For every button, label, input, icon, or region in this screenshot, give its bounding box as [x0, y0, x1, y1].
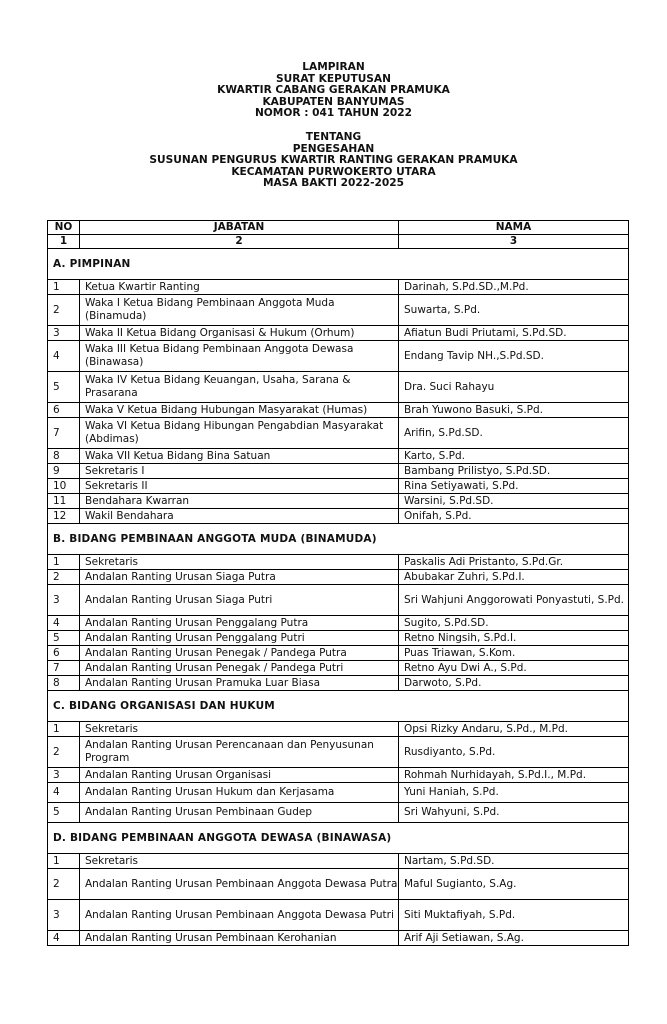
cell-jabatan: Sekretaris — [80, 854, 399, 869]
cell-jabatan: Bendahara Kwarran — [80, 494, 399, 509]
cell-nama: Opsi Rizky Andaru, S.Pd., M.Pd. — [399, 722, 629, 737]
cell-no: 2 — [48, 869, 80, 900]
cell-nama: Nartam, S.Pd.SD. — [399, 854, 629, 869]
cell-no: 8 — [48, 449, 80, 464]
cell-no: 4 — [48, 341, 80, 372]
cell-nama: Darinah, S.Pd.SD.,M.Pd. — [399, 280, 629, 295]
cell-no: 8 — [48, 676, 80, 691]
cell-jabatan: Waka II Ketua Bidang Organisasi & Hukum (Orhum) — [80, 326, 399, 341]
cell-jabatan: Andalan Ranting Urusan Pramuka Luar Biasa — [80, 676, 399, 691]
cell-jabatan: Andalan Ranting Urusan Siaga Putri — [80, 585, 399, 616]
column-number-row — [48, 235, 629, 249]
cell-nama: Brah Yuwono Basuki, S.Pd. — [399, 403, 629, 418]
header-line-tentang: TENTANG — [305, 130, 362, 143]
cell-no: 3 — [48, 768, 80, 783]
cell-jabatan: Waka VI Ketua Bidang Hibungan Pengabdian Masyarakat (Abdimas) — [80, 418, 399, 449]
header-line-kwartir-cabang: KWARTIR CABANG GERAKAN PRAMUKA — [217, 84, 450, 97]
cell-no: 2 — [48, 570, 80, 585]
cell-nama: Siti Muktafiyah, S.Pd. — [399, 900, 629, 931]
cell-no: 7 — [48, 418, 80, 449]
cell-no: 1 — [48, 280, 80, 295]
section-row — [48, 524, 629, 555]
cell-jabatan: Andalan Ranting Urusan Organisasi — [80, 768, 399, 783]
cell-nama: Puas Triawan, S.Kom. — [399, 646, 629, 661]
cell-no: 5 — [48, 372, 80, 403]
cell-jabatan: Waka III Ketua Bidang Pembinaan Anggota Dewasa (Binawasa) — [80, 341, 399, 372]
cell-jabatan: Andalan Ranting Urusan Pembinaan Anggota Dewasa Putra — [80, 869, 399, 900]
cell-nama: Bambang Prilistyo, S.Pd.SD. — [399, 464, 629, 479]
cell-jabatan: Andalan Ranting Urusan Penggalang Putra — [80, 616, 399, 631]
column-header-no: NO — [48, 221, 80, 235]
cell-nama: Sri Wahyuni, S.Pd. — [399, 803, 629, 823]
cell-no: 3 — [48, 585, 80, 616]
cell-jabatan: Sekretaris I — [80, 464, 399, 479]
cell-jabatan: Andalan Ranting Urusan Perencanaan dan Penyusunan Program — [80, 737, 399, 768]
cell-nama: Warsini, S.Pd.SD. — [399, 494, 629, 509]
cell-no: 4 — [48, 783, 80, 803]
cell-jabatan: Andalan Ranting Urusan Pembinaan Kerohanian — [80, 931, 399, 946]
table-row — [48, 783, 629, 803]
section-title-text: D. BIDANG PEMBINAAN ANGGOTA DEWASA (BINAWASA) — [53, 831, 392, 844]
document-header — [0, 62, 667, 190]
section-title — [48, 249, 629, 280]
cell-no: 3 — [48, 326, 80, 341]
table-row — [48, 509, 629, 524]
cell-jabatan: Andalan Ranting Urusan Pembinaan Gudep — [80, 803, 399, 823]
header-line-pengesahan: PENGESAHAN — [292, 142, 375, 155]
cell-no: 4 — [48, 931, 80, 946]
cell-no: 2 — [48, 295, 80, 326]
cell-nama: Arif Aji Setiawan, S.Ag. — [399, 931, 629, 946]
cell-jabatan: Waka I Ketua Bidang Pembinaan Anggota Muda (Binamuda) — [80, 295, 399, 326]
cell-no: 5 — [48, 631, 80, 646]
table-row — [48, 570, 629, 585]
header-row — [48, 221, 629, 235]
table-row — [48, 403, 629, 418]
section-row — [48, 691, 629, 722]
cell-no: 10 — [48, 479, 80, 494]
cell-jabatan: Andalan Ranting Urusan Penggalang Putri — [80, 631, 399, 646]
cell-nama: Maful Sugianto, S.Ag. — [399, 869, 629, 900]
table-row — [48, 768, 629, 783]
cell-jabatan: Andalan Ranting Urusan Penegak / Pandega Putra — [80, 646, 399, 661]
cell-nama: Endang Tavip NH.,S.Pd.SD. — [399, 341, 629, 372]
table-row — [48, 585, 629, 616]
header-line-surat-keputusan: SURAT KEPUTUSAN — [275, 72, 391, 85]
header-line-kecamatan: KECAMATAN PURWOKERTO UTARA — [231, 165, 436, 178]
cell-no: 1 — [48, 854, 80, 869]
cell-nama: Onifah, S.Pd. — [399, 509, 629, 524]
column-number-3: 3 — [399, 235, 629, 249]
cell-nama: Darwoto, S.Pd. — [399, 676, 629, 691]
cell-nama: Sugito, S.Pd.SD. — [399, 616, 629, 631]
column-header-jabatan: JABATAN — [80, 221, 399, 235]
table-head — [48, 221, 629, 249]
cell-jabatan: Andalan Ranting Urusan Pembinaan Anggota Dewasa Putri — [80, 900, 399, 931]
cell-jabatan: Sekretaris II — [80, 479, 399, 494]
cell-jabatan: Andalan Ranting Urusan Hukum dan Kerjasama — [80, 783, 399, 803]
cell-jabatan: Wakil Bendahara — [80, 509, 399, 524]
cell-no: 6 — [48, 646, 80, 661]
table-row — [48, 280, 629, 295]
cell-jabatan: Ketua Kwartir Ranting — [80, 280, 399, 295]
table-row — [48, 900, 629, 931]
cell-no: 7 — [48, 661, 80, 676]
cell-nama: Yuni Haniah, S.Pd. — [399, 783, 629, 803]
table-row — [48, 464, 629, 479]
table-row — [48, 341, 629, 372]
section-title-text: A. PIMPINAN — [53, 257, 131, 270]
section-title-text: C. BIDANG ORGANISASI DAN HUKUM — [53, 699, 275, 712]
cell-jabatan: Waka IV Ketua Bidang Keuangan, Usaha, Sarana & Prasarana — [80, 372, 399, 403]
cell-nama: Rina Setiyawati, S.Pd. — [399, 479, 629, 494]
table-row — [48, 631, 629, 646]
pengurus-table — [47, 220, 629, 946]
cell-nama: Afiatun Budi Priutami, S.Pd.SD. — [399, 326, 629, 341]
table-row — [48, 616, 629, 631]
table-row — [48, 676, 629, 691]
cell-nama: Suwarta, S.Pd. — [399, 295, 629, 326]
table-row — [48, 661, 629, 676]
table-row — [48, 931, 629, 946]
cell-nama: Sri Wahjuni Anggorowati Ponyastuti, S.Pd. — [399, 585, 629, 616]
cell-no: 1 — [48, 555, 80, 570]
cell-nama: Retno Ningsih, S.Pd.I. — [399, 631, 629, 646]
header-line-lampiran: LAMPIRAN — [302, 61, 365, 73]
column-number-1: 1 — [48, 235, 80, 249]
section-title — [48, 524, 629, 555]
cell-no: 5 — [48, 803, 80, 823]
cell-nama: Rohmah Nurhidayah, S.Pd.I., M.Pd. — [399, 768, 629, 783]
table-body — [48, 249, 629, 946]
section-row — [48, 823, 629, 854]
cell-no: 11 — [48, 494, 80, 509]
section-title-text: B. BIDANG PEMBINAAN ANGGOTA MUDA (BINAMUDA) — [53, 532, 377, 545]
table-row — [48, 646, 629, 661]
cell-no: 3 — [48, 900, 80, 931]
cell-jabatan: Andalan Ranting Urusan Siaga Putra — [80, 570, 399, 585]
table-row — [48, 737, 629, 768]
table-row — [48, 555, 629, 570]
cell-nama: Arifin, S.Pd.SD. — [399, 418, 629, 449]
cell-no: 12 — [48, 509, 80, 524]
cell-nama: Dra. Suci Rahayu — [399, 372, 629, 403]
cell-jabatan: Waka VII Ketua Bidang Bina Satuan — [80, 449, 399, 464]
table-row — [48, 372, 629, 403]
table-row — [48, 326, 629, 341]
cell-no: 4 — [48, 616, 80, 631]
section-title — [48, 823, 629, 854]
table-row — [48, 449, 629, 464]
table-row — [48, 494, 629, 509]
table-row — [48, 803, 629, 823]
cell-jabatan: Andalan Ranting Urusan Penegak / Pandega Putri — [80, 661, 399, 676]
cell-jabatan: Sekretaris — [80, 722, 399, 737]
cell-no: 9 — [48, 464, 80, 479]
cell-nama: Rusdiyanto, S.Pd. — [399, 737, 629, 768]
column-header-nama: NAMA — [399, 221, 629, 235]
table-row — [48, 479, 629, 494]
header-line-nomor: NOMOR : 041 TAHUN 2022 — [254, 107, 413, 120]
header-line-susunan: SUSUNAN PENGURUS KWARTIR RANTING GERAKAN PRAMUKA — [149, 154, 518, 167]
cell-nama: Abubakar Zuhri, S.Pd.I. — [399, 570, 629, 585]
table-row — [48, 854, 629, 869]
header-line-kabupaten: KABUPATEN BANYUMAS — [262, 95, 405, 108]
column-number-2: 2 — [80, 235, 399, 249]
table-row — [48, 869, 629, 900]
header-line-masa-bakti: MASA BAKTI 2022-2025 — [263, 177, 404, 190]
table-row — [48, 722, 629, 737]
cell-no: 6 — [48, 403, 80, 418]
cell-jabatan: Sekretaris — [80, 555, 399, 570]
cell-nama: Karto, S.Pd. — [399, 449, 629, 464]
cell-nama: Paskalis Adi Pristanto, S.Pd.Gr. — [399, 555, 629, 570]
cell-no: 1 — [48, 722, 80, 737]
cell-nama: Retno Ayu Dwi A., S.Pd. — [399, 661, 629, 676]
table-row — [48, 418, 629, 449]
section-title — [48, 691, 629, 722]
cell-jabatan: Waka V Ketua Bidang Hubungan Masyarakat (Humas) — [80, 403, 399, 418]
section-row — [48, 249, 629, 280]
cell-no: 2 — [48, 737, 80, 768]
table-row — [48, 295, 629, 326]
